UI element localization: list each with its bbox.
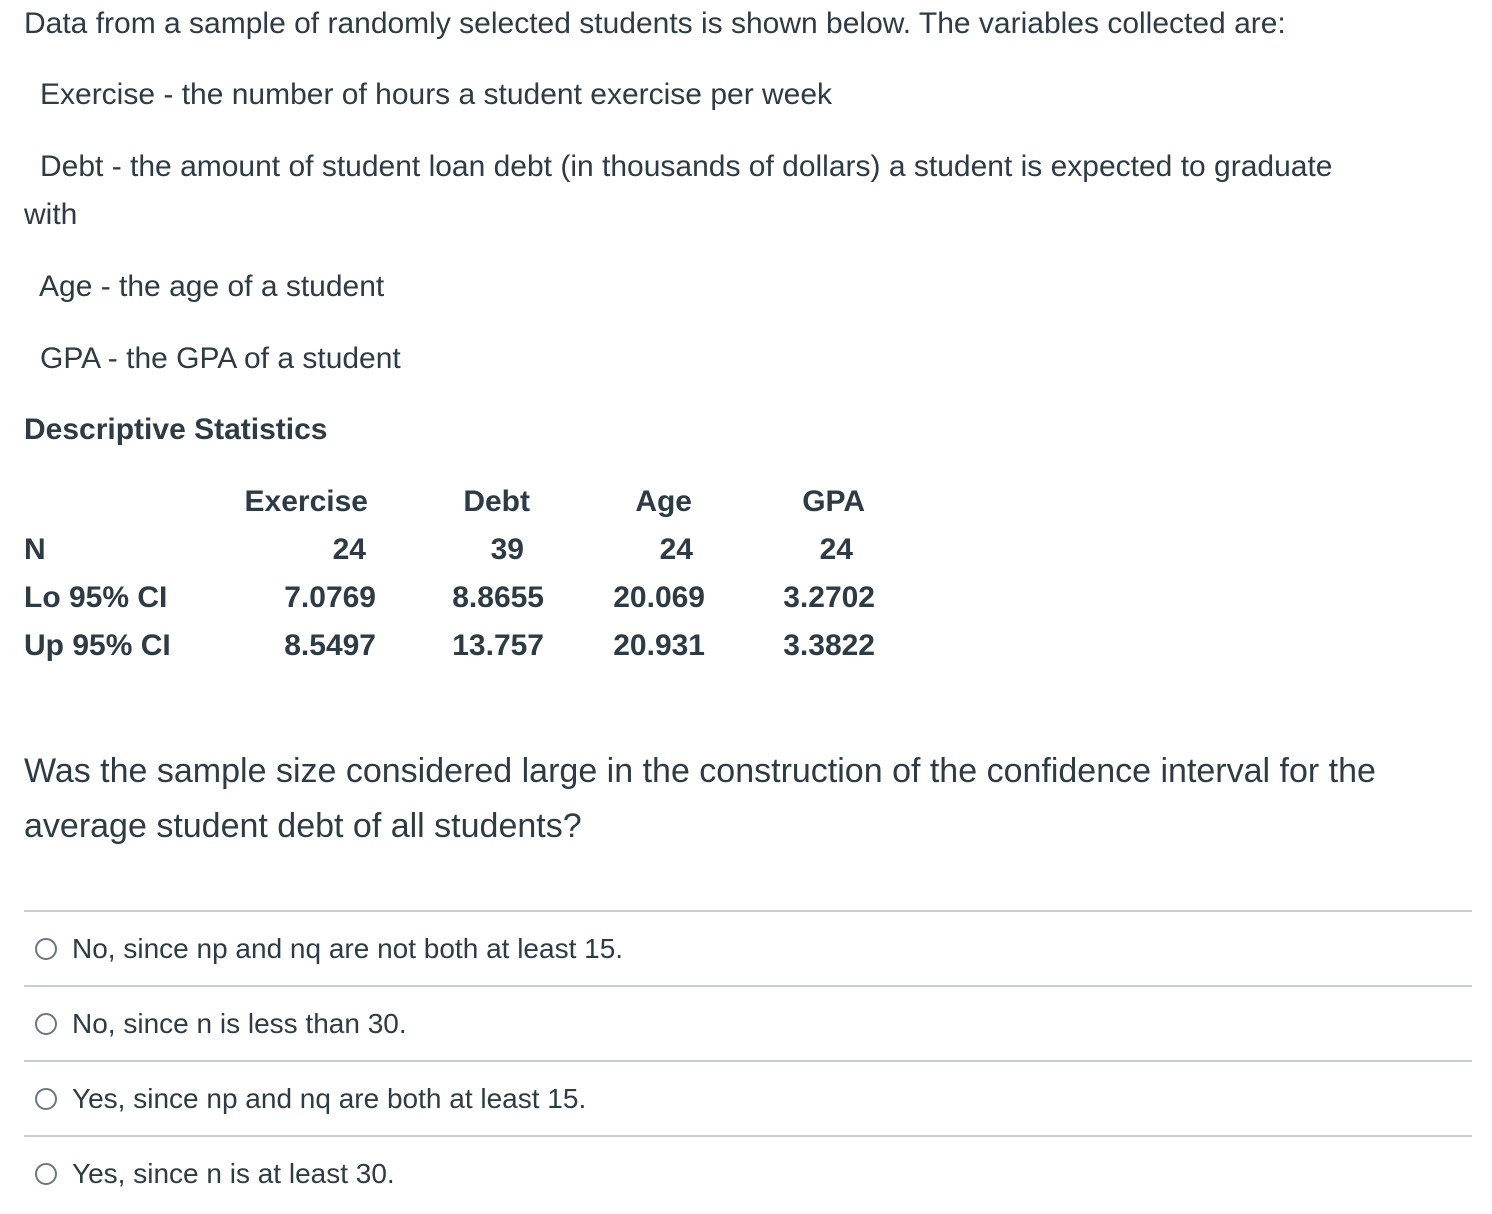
variable-debt-description-line1: Debt - the amount of student loan debt (in thousands of dollars) a student is expected to graduate xyxy=(40,150,1333,183)
answer-option-3[interactable] xyxy=(24,1060,1472,1135)
answer-options xyxy=(24,910,1472,1210)
cell-up-exercise: 8.5497 xyxy=(284,629,376,662)
radio-button-icon[interactable] xyxy=(35,1088,57,1110)
cell-lo-debt: 8.8655 xyxy=(452,581,544,614)
cell-n-age: 24 xyxy=(659,533,693,566)
answer-option-label[interactable]: Yes, since np and nq are both at least 15. xyxy=(72,1082,587,1114)
radio-button-icon[interactable] xyxy=(35,1163,57,1185)
column-header-exercise: Exercise xyxy=(244,485,368,518)
cell-up-debt: 13.757 xyxy=(452,629,544,662)
answer-option-label[interactable]: No, since n is less than 30. xyxy=(72,1007,407,1039)
answer-option-2[interactable] xyxy=(24,985,1472,1060)
variable-debt-description xyxy=(24,143,1472,239)
cell-n-debt: 39 xyxy=(490,533,524,566)
answer-option-4[interactable] xyxy=(24,1135,1472,1210)
intro-text: Data from a sample of randomly selected students is shown below. The variables collected are: xyxy=(24,7,1286,40)
question-text: Was the sample size considered large in the construction of the confidence interval for the average student debt of all students? xyxy=(24,752,1376,845)
cell-n-gpa: 24 xyxy=(819,533,853,566)
cell-up-age: 20.931 xyxy=(613,629,705,662)
variable-debt-description-line2: with xyxy=(24,198,78,231)
answer-option-1[interactable] xyxy=(24,910,1472,985)
answer-option-label[interactable]: No, since np and nq are not both at least 15. xyxy=(72,932,624,964)
variable-age-description: Age - the age of a student xyxy=(39,270,385,303)
row-label-lo-ci: Lo 95% CI xyxy=(24,581,168,614)
row-label-up-ci: Up 95% CI xyxy=(24,629,171,662)
radio-button-icon[interactable] xyxy=(35,1013,57,1035)
cell-lo-exercise: 7.0769 xyxy=(284,581,376,614)
answer-option-label[interactable]: Yes, since n is at least 30. xyxy=(72,1157,395,1189)
cell-n-exercise: 24 xyxy=(332,533,366,566)
cell-up-gpa: 3.3822 xyxy=(783,629,875,662)
descriptive-statistics-heading: Descriptive Statistics xyxy=(24,413,328,446)
row-label-n: N xyxy=(24,533,46,566)
column-header-debt: Debt xyxy=(463,485,530,518)
table-corner-cell xyxy=(24,478,220,526)
table-row-up-ci xyxy=(24,622,875,670)
descriptive-statistics-table xyxy=(24,478,875,670)
table-row-lo-ci xyxy=(24,574,875,622)
column-header-age: Age xyxy=(635,485,692,518)
cell-lo-gpa: 3.2702 xyxy=(783,581,875,614)
table-row-n xyxy=(24,526,875,574)
cell-lo-age: 20.069 xyxy=(613,581,705,614)
table-header-row xyxy=(24,478,875,526)
variable-exercise-description: Exercise - the number of hours a student exercise per week xyxy=(40,78,833,111)
radio-button-icon[interactable] xyxy=(35,938,57,960)
column-header-gpa: GPA xyxy=(802,485,865,518)
variable-gpa-description: GPA - the GPA of a student xyxy=(40,342,401,375)
